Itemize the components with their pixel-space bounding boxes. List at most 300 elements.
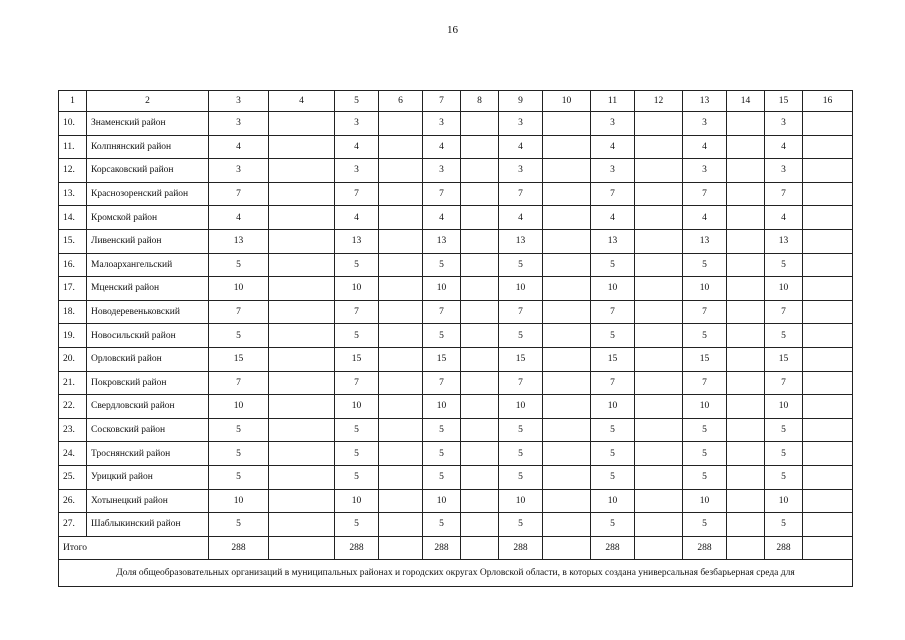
row-number: 26. <box>59 489 87 513</box>
column-number-header: 11 <box>591 91 635 112</box>
table-row <box>59 489 853 513</box>
table-cell: 5 <box>209 465 269 489</box>
table-cell: 7 <box>423 300 461 324</box>
table-cell <box>379 206 423 230</box>
table-cell: 7 <box>765 182 803 206</box>
table-cell <box>803 229 853 253</box>
table-cell: 5 <box>765 442 803 466</box>
district-name: Ливенский район <box>87 229 209 253</box>
district-name: Урицкий район <box>87 465 209 489</box>
table-cell <box>461 418 499 442</box>
table-cell <box>635 395 683 419</box>
table-row <box>59 159 853 183</box>
table-cell <box>379 489 423 513</box>
table-cell <box>635 513 683 537</box>
table-cell <box>379 135 423 159</box>
district-name: Краснозоренский район <box>87 182 209 206</box>
row-number: 21. <box>59 371 87 395</box>
table-cell <box>635 229 683 253</box>
table-cell <box>727 371 765 395</box>
table-cell <box>543 159 591 183</box>
table-cell <box>461 135 499 159</box>
column-number-header: 10 <box>543 91 591 112</box>
table-cell <box>269 159 335 183</box>
table-row <box>59 135 853 159</box>
total-cell: 288 <box>209 536 269 560</box>
table-cell: 4 <box>423 206 461 230</box>
table-cell: 15 <box>423 347 461 371</box>
table-cell: 5 <box>591 465 635 489</box>
table-cell: 7 <box>335 300 379 324</box>
column-number-header: 1 <box>59 91 87 112</box>
table-cell: 5 <box>499 442 543 466</box>
table-row <box>59 395 853 419</box>
row-number: 10. <box>59 112 87 136</box>
table-cell: 5 <box>499 418 543 442</box>
table-cell <box>803 182 853 206</box>
table-cell <box>379 418 423 442</box>
table-cell: 7 <box>335 182 379 206</box>
table-cell: 5 <box>209 324 269 348</box>
table-cell <box>461 371 499 395</box>
column-number-header: 15 <box>765 91 803 112</box>
table-cell: 3 <box>423 112 461 136</box>
total-cell: 288 <box>683 536 727 560</box>
table-cell <box>727 253 765 277</box>
table-cell: 10 <box>765 395 803 419</box>
district-name: Колпнянский район <box>87 135 209 159</box>
table-cell <box>635 442 683 466</box>
table-cell <box>379 229 423 253</box>
table-cell <box>269 277 335 301</box>
table-cell <box>635 465 683 489</box>
table-cell <box>803 112 853 136</box>
table-cell: 5 <box>683 513 727 537</box>
table-cell: 10 <box>423 277 461 301</box>
table-cell <box>379 300 423 324</box>
total-cell: 288 <box>335 536 379 560</box>
table-cell: 10 <box>591 489 635 513</box>
table-cell <box>461 300 499 324</box>
table-cell <box>543 418 591 442</box>
table-cell <box>543 347 591 371</box>
table-cell <box>635 489 683 513</box>
table-cell <box>269 418 335 442</box>
district-name: Кромской район <box>87 206 209 230</box>
total-cell <box>379 536 423 560</box>
table-cell: 10 <box>499 277 543 301</box>
total-cell: 288 <box>499 536 543 560</box>
table-cell: 4 <box>499 206 543 230</box>
table-cell: 4 <box>765 135 803 159</box>
table-row <box>59 253 853 277</box>
table-cell <box>803 300 853 324</box>
table-cell: 15 <box>209 347 269 371</box>
table-cell: 5 <box>499 513 543 537</box>
table-cell <box>269 489 335 513</box>
table-cell <box>635 112 683 136</box>
table-cell: 4 <box>499 135 543 159</box>
district-name: Хотынецкий район <box>87 489 209 513</box>
table-cell <box>379 182 423 206</box>
table-cell <box>803 159 853 183</box>
table-cell: 15 <box>335 347 379 371</box>
table-cell <box>803 324 853 348</box>
table-cell: 5 <box>335 418 379 442</box>
table-cell <box>461 324 499 348</box>
table-cell: 5 <box>765 324 803 348</box>
table-cell <box>461 489 499 513</box>
table-cell: 15 <box>499 347 543 371</box>
table-cell: 5 <box>591 418 635 442</box>
data-table <box>58 90 853 587</box>
table-cell <box>635 418 683 442</box>
total-cell <box>543 536 591 560</box>
table-cell: 10 <box>683 489 727 513</box>
table-cell: 5 <box>591 513 635 537</box>
table-cell <box>727 300 765 324</box>
table-cell <box>379 324 423 348</box>
table-cell <box>543 300 591 324</box>
table-cell: 3 <box>683 159 727 183</box>
table-cell: 7 <box>499 371 543 395</box>
table-cell: 5 <box>209 442 269 466</box>
table-cell: 5 <box>423 465 461 489</box>
table-cell: 10 <box>765 489 803 513</box>
row-number: 20. <box>59 347 87 371</box>
table-cell <box>543 229 591 253</box>
table-cell <box>803 442 853 466</box>
table-cell: 5 <box>591 442 635 466</box>
table-cell <box>543 513 591 537</box>
district-name: Сосковский район <box>87 418 209 442</box>
table-cell: 10 <box>335 395 379 419</box>
column-number-header: 2 <box>87 91 209 112</box>
table-row <box>59 300 853 324</box>
table-cell: 3 <box>591 112 635 136</box>
table-cell <box>543 135 591 159</box>
row-number: 22. <box>59 395 87 419</box>
table-cell <box>269 371 335 395</box>
table-row <box>59 418 853 442</box>
table-cell <box>379 371 423 395</box>
district-name: Новосильский район <box>87 324 209 348</box>
table-cell <box>379 442 423 466</box>
table-row <box>59 371 853 395</box>
table-cell: 10 <box>209 489 269 513</box>
table-cell: 13 <box>499 229 543 253</box>
table-cell <box>543 324 591 348</box>
table-cell <box>803 135 853 159</box>
table-cell: 5 <box>591 253 635 277</box>
table-cell: 5 <box>765 418 803 442</box>
table-cell: 5 <box>499 324 543 348</box>
table-cell <box>803 418 853 442</box>
table-cell: 7 <box>499 300 543 324</box>
row-number: 13. <box>59 182 87 206</box>
total-cell <box>269 536 335 560</box>
table-cell: 5 <box>683 442 727 466</box>
total-cell: 288 <box>765 536 803 560</box>
table-cell <box>461 465 499 489</box>
table-cell: 13 <box>591 229 635 253</box>
table-cell <box>379 253 423 277</box>
table-cell <box>727 182 765 206</box>
table-cell <box>269 206 335 230</box>
table-cell <box>461 513 499 537</box>
table-cell: 7 <box>765 300 803 324</box>
table-row <box>59 229 853 253</box>
row-number: 23. <box>59 418 87 442</box>
table-cell: 5 <box>765 253 803 277</box>
row-number: 27. <box>59 513 87 537</box>
table-cell <box>379 159 423 183</box>
total-cell: 288 <box>591 536 635 560</box>
district-name: Знаменский район <box>87 112 209 136</box>
table-cell: 7 <box>209 182 269 206</box>
table-cell: 5 <box>683 418 727 442</box>
table-cell <box>635 135 683 159</box>
table-cell <box>727 465 765 489</box>
column-number-header: 13 <box>683 91 727 112</box>
table-cell: 7 <box>423 182 461 206</box>
table-cell: 4 <box>209 135 269 159</box>
table-cell <box>727 112 765 136</box>
table-row <box>59 465 853 489</box>
total-row <box>59 536 853 560</box>
table-cell: 5 <box>499 465 543 489</box>
table-cell: 10 <box>683 277 727 301</box>
table-cell: 13 <box>423 229 461 253</box>
table-cell <box>379 465 423 489</box>
district-name: Шаблыкинский район <box>87 513 209 537</box>
table-cell <box>543 253 591 277</box>
table-cell <box>543 465 591 489</box>
table-cell <box>461 159 499 183</box>
table-cell: 7 <box>683 300 727 324</box>
table-cell <box>461 277 499 301</box>
table-cell: 7 <box>765 371 803 395</box>
table-cell <box>543 371 591 395</box>
table-cell: 4 <box>335 135 379 159</box>
table-cell <box>803 395 853 419</box>
table-cell: 4 <box>683 206 727 230</box>
table-cell <box>269 465 335 489</box>
table-cell: 4 <box>765 206 803 230</box>
footnote-text: Доля общеобразовательных организаций в муниципальных районах и городских округах Орловской области, в которых создана универсальная безбарьерная среда для <box>59 560 853 587</box>
table-cell <box>727 277 765 301</box>
table-cell: 5 <box>209 418 269 442</box>
table-cell <box>635 253 683 277</box>
table-cell <box>635 159 683 183</box>
table-cell: 5 <box>423 324 461 348</box>
column-number-header: 14 <box>727 91 765 112</box>
table-cell <box>269 324 335 348</box>
table-cell <box>269 112 335 136</box>
district-name: Орловский район <box>87 347 209 371</box>
table-cell: 15 <box>765 347 803 371</box>
table-cell: 5 <box>423 513 461 537</box>
table-cell: 3 <box>423 159 461 183</box>
table-cell <box>803 513 853 537</box>
table-cell <box>803 371 853 395</box>
table-cell <box>461 182 499 206</box>
page-number: 16 <box>447 24 458 36</box>
table-cell <box>727 513 765 537</box>
table-cell: 5 <box>335 324 379 348</box>
row-number: 18. <box>59 300 87 324</box>
table-cell: 5 <box>683 253 727 277</box>
column-number-header: 8 <box>461 91 499 112</box>
total-label: Итого <box>59 536 209 560</box>
row-number: 24. <box>59 442 87 466</box>
table-cell: 10 <box>423 489 461 513</box>
table-cell: 10 <box>209 395 269 419</box>
table-row <box>59 347 853 371</box>
table-row <box>59 277 853 301</box>
table-cell <box>727 135 765 159</box>
table-row <box>59 442 853 466</box>
table-cell: 5 <box>209 513 269 537</box>
district-name: Мценский район <box>87 277 209 301</box>
table-cell <box>727 347 765 371</box>
total-cell: 288 <box>423 536 461 560</box>
table-cell <box>803 465 853 489</box>
table-cell: 10 <box>499 489 543 513</box>
total-cell <box>803 536 853 560</box>
table-cell <box>543 395 591 419</box>
table-cell <box>803 277 853 301</box>
column-number-header: 12 <box>635 91 683 112</box>
table-cell: 4 <box>335 206 379 230</box>
table-cell <box>635 277 683 301</box>
table-cell: 13 <box>209 229 269 253</box>
table-cell <box>803 489 853 513</box>
table-cell <box>379 347 423 371</box>
table-row <box>59 324 853 348</box>
table-cell <box>727 159 765 183</box>
column-number-header: 7 <box>423 91 461 112</box>
table-cell: 10 <box>335 277 379 301</box>
table-cell <box>269 395 335 419</box>
total-cell <box>461 536 499 560</box>
column-number-header: 16 <box>803 91 853 112</box>
table-cell: 5 <box>499 253 543 277</box>
table-cell: 10 <box>683 395 727 419</box>
table-cell: 5 <box>423 442 461 466</box>
table-cell: 10 <box>209 277 269 301</box>
table-cell: 10 <box>335 489 379 513</box>
table-header-row <box>59 91 853 112</box>
table-cell <box>269 182 335 206</box>
table-cell: 4 <box>591 206 635 230</box>
table-cell <box>269 229 335 253</box>
table-cell: 15 <box>683 347 727 371</box>
district-name: Новодеревеньковский <box>87 300 209 324</box>
column-number-header: 6 <box>379 91 423 112</box>
column-number-header: 9 <box>499 91 543 112</box>
column-number-header: 3 <box>209 91 269 112</box>
table-cell: 4 <box>209 206 269 230</box>
footnote-row <box>59 560 853 587</box>
table-row <box>59 513 853 537</box>
table-cell <box>727 395 765 419</box>
table-cell: 3 <box>335 112 379 136</box>
table-cell <box>727 229 765 253</box>
table-cell: 5 <box>591 324 635 348</box>
data-table-container <box>58 90 852 587</box>
district-name: Корсаковский район <box>87 159 209 183</box>
table-cell: 7 <box>209 371 269 395</box>
table-cell: 5 <box>335 442 379 466</box>
table-cell: 4 <box>591 135 635 159</box>
table-cell: 5 <box>335 513 379 537</box>
table-cell <box>269 442 335 466</box>
table-cell <box>727 489 765 513</box>
total-cell <box>635 536 683 560</box>
table-cell: 3 <box>765 112 803 136</box>
table-cell: 5 <box>683 465 727 489</box>
table-row <box>59 112 853 136</box>
table-cell: 5 <box>423 418 461 442</box>
table-cell: 5 <box>335 465 379 489</box>
table-cell: 7 <box>209 300 269 324</box>
table-cell <box>461 229 499 253</box>
table-cell: 5 <box>765 465 803 489</box>
column-number-header: 4 <box>269 91 335 112</box>
table-cell <box>543 182 591 206</box>
table-cell: 5 <box>423 253 461 277</box>
table-cell: 3 <box>209 112 269 136</box>
table-cell <box>269 135 335 159</box>
table-cell: 7 <box>423 371 461 395</box>
table-cell <box>461 112 499 136</box>
table-cell <box>461 253 499 277</box>
table-cell: 13 <box>683 229 727 253</box>
table-cell <box>379 513 423 537</box>
total-cell <box>727 536 765 560</box>
district-name: Малоархангельский <box>87 253 209 277</box>
table-cell: 3 <box>499 112 543 136</box>
table-cell: 3 <box>335 159 379 183</box>
table-cell <box>727 206 765 230</box>
table-cell <box>543 489 591 513</box>
table-cell <box>635 182 683 206</box>
table-cell <box>543 112 591 136</box>
table-cell: 3 <box>591 159 635 183</box>
table-cell <box>379 277 423 301</box>
table-cell: 15 <box>591 347 635 371</box>
column-number-header: 5 <box>335 91 379 112</box>
table-cell <box>269 253 335 277</box>
table-cell: 4 <box>423 135 461 159</box>
table-cell <box>379 112 423 136</box>
table-cell <box>461 206 499 230</box>
table-cell <box>543 277 591 301</box>
row-number: 14. <box>59 206 87 230</box>
row-number: 15. <box>59 229 87 253</box>
table-cell <box>461 442 499 466</box>
table-cell: 10 <box>591 277 635 301</box>
table-cell: 7 <box>591 371 635 395</box>
table-cell <box>269 347 335 371</box>
row-number: 11. <box>59 135 87 159</box>
table-cell: 5 <box>683 324 727 348</box>
table-cell: 10 <box>499 395 543 419</box>
row-number: 16. <box>59 253 87 277</box>
district-name: Свердловский район <box>87 395 209 419</box>
table-cell <box>635 371 683 395</box>
